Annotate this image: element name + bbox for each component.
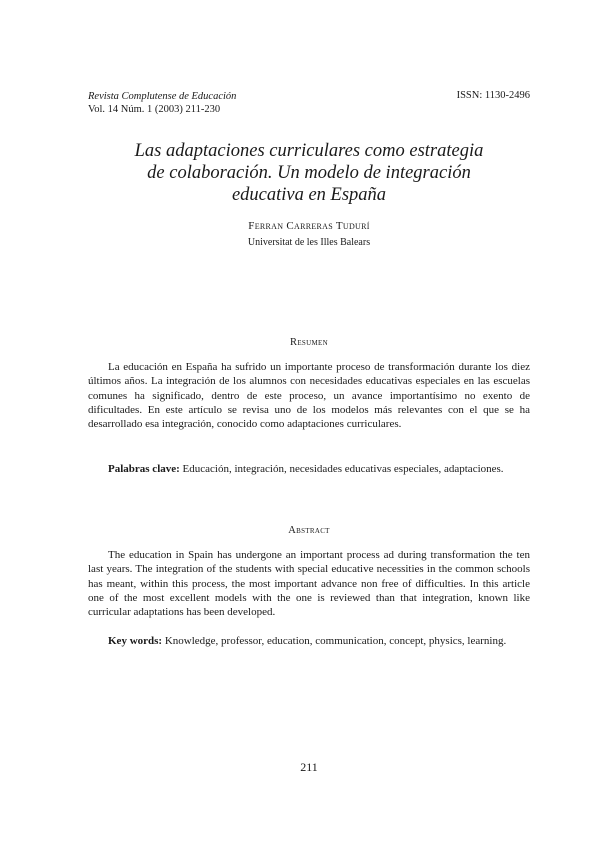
author-affiliation: Universitat de les Illes Balears xyxy=(247,237,371,248)
key-words xyxy=(88,634,530,648)
keywords-label: Palabras clave: xyxy=(108,463,180,475)
author-name: Ferran Carreras Tudurí xyxy=(248,220,370,232)
abstract-heading: Abstract xyxy=(288,525,330,536)
journal-name: Revista Complutense de Educación xyxy=(88,91,237,102)
keywords-text: Educación, integración, necesidades educativas especiales, adaptaciones. xyxy=(182,463,504,475)
page-number: 211 xyxy=(300,760,318,774)
issn: ISSN: 1130-2496 xyxy=(456,90,530,101)
title-line: educativa en España xyxy=(231,185,387,205)
journal-header xyxy=(88,90,236,116)
journal-volume: Vol. 14 Núm. 1 (2003) 211-230 xyxy=(88,104,221,115)
keywords-label: Key words: xyxy=(108,635,163,647)
keywords-text: Knowledge, professor, education, communication, concept, physics, learning. xyxy=(164,635,507,647)
abstract-text: The education in Spain has undergone an important process ad during transformation the ten last years. The integration of the students with special educative necessities in the common schools has meant, within this process, the most important advance non free of difficulties. In this article one of the most excellent models with the one is reviewed than that integration, known like curricular adaptations has been developed. xyxy=(88,549,530,619)
title-line: de colaboración. Un modelo de integración xyxy=(147,163,471,183)
palabras-clave xyxy=(88,462,530,476)
title-line: Las adaptaciones curriculares como estrategia xyxy=(134,141,484,161)
resumen-text: La educación en España ha sufrido un importante proceso de transformación durante los diez últimos años. La integración de los alumnos con necesidades educativas especiales en las escuelas comunes ha significado, dentro de este proceso, un avance importantísimo no exento de dificultades. En este artículo se revisa uno de los modelos más relevantes con el que se ha desarrollado esa integración, conocido como adaptaciones curriculares. xyxy=(88,361,530,431)
resumen-heading: Resumen xyxy=(290,337,328,348)
article-title xyxy=(88,140,530,206)
